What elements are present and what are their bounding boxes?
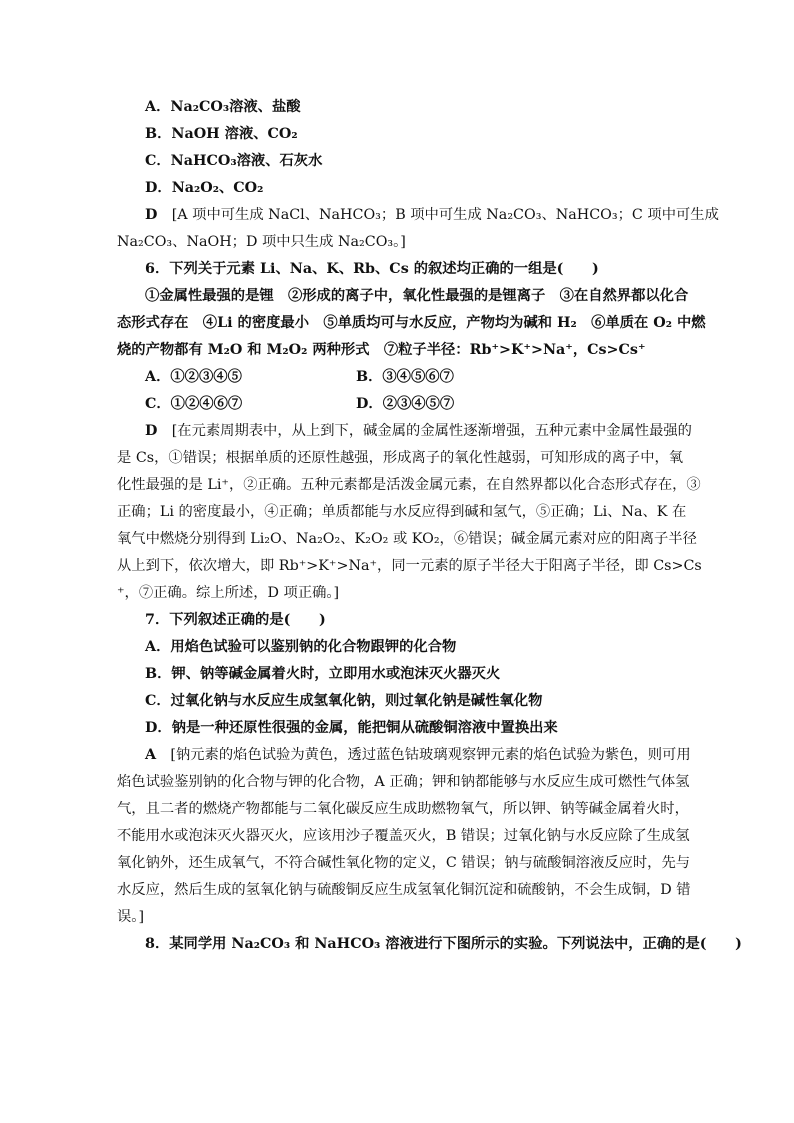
q6-analysis-line: D [在元素周期表中，从上到下，碱金属的金属性逐渐增强，五种元素中金属性最强的 bbox=[145, 423, 692, 439]
q5-option-c: C．NaHCO₃溶液、石灰水 bbox=[145, 153, 323, 169]
q6-option-c: C．①②④⑥⑦ bbox=[145, 396, 243, 412]
q7-analysis-line: 误。] bbox=[117, 909, 145, 925]
q5-option-a: A．Na₂CO₃溶液、盐酸 bbox=[145, 99, 301, 115]
q7-analysis-line: 气，且二者的燃烧产物都能与二氧化碳反应生成助燃物氧气，所以钾、钠等碱金属着火时， bbox=[117, 801, 689, 817]
q7-analysis-line: 焰色试验鉴别钠的化合物与钾的化合物，A 正确；钾和钠都能够与水反应生成可燃性气体氢 bbox=[117, 774, 690, 790]
q6-statement-line: 态形式存在 ④Li 的密度最小 ⑤单质均可与水反应，产物均为碱和 H₂ ⑥单质在 O₂ 中燃 bbox=[117, 315, 706, 331]
q6-option-d: D．②③④⑤⑦ bbox=[356, 396, 455, 412]
q7-analysis-line: 水反应，然后生成的氢氧化钠与硫酸铜反应生成氢氧化铜沉淀和硫酸钠，不会生成铜，D 错 bbox=[117, 882, 691, 898]
q6-analysis-line: 从上到下，依次增大，即 Rb⁺>K⁺>Na⁺，同一元素的原子半径大于阳离子半径，即 Cs>Cs bbox=[117, 558, 702, 574]
q6-stem: 6．下列关于元素 Li、Na、K、Rb、Cs 的叙述均正确的一组是( ) bbox=[145, 261, 599, 277]
q8-stem: 8．某同学用 Na₂CO₃ 和 NaHCO₃ 溶液进行下图所示的实验。下列说法中，正确的是( ) bbox=[145, 936, 742, 952]
q5-option-b: B．NaOH 溶液、CO₂ bbox=[145, 126, 298, 142]
q7-analysis-line: 不能用水或泡沫灭火器灭火，应该用沙子覆盖灭火，B 错误；过氧化钠与水反应除了生成氢 bbox=[117, 828, 690, 844]
q7-option-c: C．过氧化钠与水反应生成氢氧化钠，则过氧化钠是碱性氧化物 bbox=[145, 693, 543, 709]
q7-stem: 7．下列叙述正确的是( ) bbox=[145, 612, 326, 628]
q5-option-d: D．Na₂O₂、CO₂ bbox=[145, 180, 264, 196]
q7-answer-key: A bbox=[145, 747, 157, 763]
q6-answer-key: D bbox=[145, 423, 158, 439]
q5-analysis-line: Na₂CO₃、NaOH；D 项中只生成 Na₂CO₃。] bbox=[117, 234, 406, 250]
q6-analysis-line: 化性最强的是 Li⁺，②正确。五种元素都是活泼金属元素，在自然界都以化合态形式存在，③ bbox=[117, 477, 701, 493]
q6-statement-line: 烧的产物都有 M₂O 和 M₂O₂ 两种形式 ⑦粒子半径：Rb⁺>K⁺>Na⁺，Cs>Cs⁺ bbox=[117, 342, 646, 358]
q6-option-a: A．①②③④⑤ bbox=[145, 369, 242, 385]
q5-analysis-line: D [A 项中可生成 NaCl、NaHCO₃；B 项中可生成 Na₂CO₃、NaHCO₃；C 项中可生成 bbox=[145, 207, 719, 223]
q7-option-d: D．钠是一种还原性很强的金属，能把铜从硫酸铜溶液中置换出来 bbox=[145, 720, 558, 736]
q6-options-row-2 bbox=[117, 391, 677, 418]
q5-answer-key: D bbox=[145, 207, 158, 223]
q6-analysis-line: 是 Cs，①错误；根据单质的还原性越强，形成离子的氧化性越弱，可知形成的离子中，氧 bbox=[117, 450, 684, 466]
q6-analysis-line: 氧气中燃烧分别得到 Li₂O、Na₂O₂、K₂O₂ 或 KO₂，⑥错误；碱金属元素对应的阳离子半径 bbox=[117, 531, 697, 547]
document-page bbox=[117, 94, 742, 958]
q6-analysis-line: 正确；Li 的密度最小，④正确；单质都能与水反应得到碱和氢气，⑤正确；Li、Na、K 在 bbox=[117, 504, 687, 520]
q6-options-row-1 bbox=[117, 364, 677, 391]
q7-option-a: A．用焰色试验可以鉴别钠的化合物跟钾的化合物 bbox=[145, 639, 457, 655]
q6-analysis-line: ⁺，⑦正确。综上所述，D 项正确。] bbox=[117, 585, 340, 601]
q6-statement-line: ①金属性最强的是锂 ②形成的离子中，氧化性最强的是锂离子 ③在自然界都以化合 bbox=[145, 288, 689, 304]
q6-option-b: B．③④⑤⑥⑦ bbox=[356, 369, 454, 385]
q7-analysis-line: 氧化钠外，还生成氧气，不符合碱性氧化物的定义，C 错误；钠与硫酸铜溶液反应时，先与 bbox=[117, 855, 691, 871]
q7-option-b: B．钾、钠等碱金属着火时，立即用水或泡沫灭火器灭火 bbox=[145, 666, 501, 682]
q7-analysis-line: A [钠元素的焰色试验为黄色，透过蓝色钴玻璃观察钾元素的焰色试验为紫色，则可用 bbox=[145, 747, 691, 763]
